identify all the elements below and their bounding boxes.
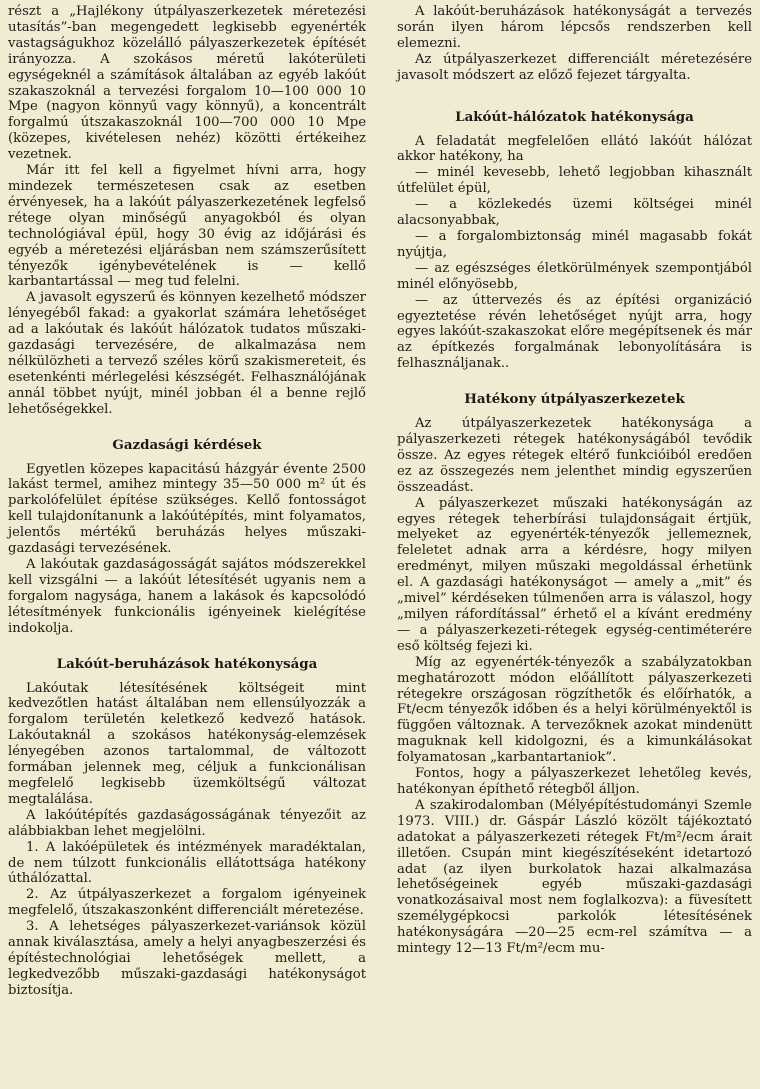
paragraph: Lakóutak létesítésének költségeit mint kedvezőtlen hatást általában nem ellensúlyozzák a forgalom területén keletkező kedvező hatások. Lakóutaknál a szokásos hatékonyság-elemzések lényegében azonos tartalommal, de változott formában jelennek meg, céljuk a funkcionálisan megfelelő legkisebb üzemköltségű változat megtalálása. (8, 680, 366, 807)
paragraph: A pályaszerkezet műszaki hatékonyságán az egyes rétegek teherbírási tulajdonságait értjük, melyeket az egyenérték-tényezők jellemeznek, feleletet adnak arra a kérdésre, hogy milyen eredményt, milyen műszaki megoldással érhetünk el. A gazdasági hatékonyságot — amely a „mit” és „mivel” kérdéseken túlmenően arra is válaszol, hogy „milyen ráfordítással” érhető el a kívánt eredmény — a pályaszerkezeti-rétegek egység-centiméterére eső költség fejezi ki. (397, 495, 752, 654)
paragraph: Míg az egyenérték-tényezők a szabályzatokban meghatározott módon előállított pályaszerkezeti rétegekre országosan rögzíthetők és előírhatók, a Ft/ecm tényezők időben és a helyi körülményektől is függően változnak. A tervezőknek azokat mindenütt maguknak kell kidolgozni, és a kimunkálásokat folyamatosan „karbantartaniok”. (397, 654, 752, 766)
paragraph: Az útpályaszerkezet differenciált méretezésére javasolt módszert az előző fejezet tárgyalta. (397, 51, 752, 83)
left-column (8, 4, 366, 999)
right-column (397, 4, 752, 957)
paragraph: Fontos, hogy a pályaszerkezet lehetőleg kevés, hatékonyan építhető rétegből álljon. (397, 766, 752, 797)
paragraph: A feladatát megfelelően ellátó lakóút hálózat akkor hatékony, ha (397, 133, 752, 165)
dash-list-item: — a forgalombiztonság minél magasabb fokát nyújtja, (397, 228, 752, 260)
paragraph: A szakirodalomban (Mélyépítéstudományi Szemle 1973. VIII.) dr. Gáspár László közölt tájékoztató adatokat a pályaszerkezeti rétegek Ft/m²/ecm árait illetően. Csupán mint kiegészítéseként idetartozó adat (az ilyen burkolatok hazai alkalmazása lehetőségeinek egyéb műszaki-gazdasági vonatkozásaival most nem foglalkozva): a füvesített személygépkocsi parkolók létesítésének hatékonyságára —20—25 ecm-rel számítva — a mintegy 12—13 Ft/m²/ecm mu- (397, 797, 752, 957)
dash-list-item: — az úttervezés és az építési organizáció egyeztetése révén lehetőséget nyújt arra, hogy egyes lakóút-szakaszokat előre megépítsenek és már az építkezés forgalmának lebonyolítására is felhasználjanak.. (397, 292, 752, 372)
section-heading: Lakóút-beruházások hatékonysága (56, 655, 318, 672)
paragraph: A lakóutak gazdaságosságát sajátos módszerekkel kell vizsgálni — a lakóút létesítését ugyanis nem a forgalom nagysága, hanem a lakások és kapcsolódó létesítmények funkcionális igényeinek kielégítése indokolja. (8, 557, 366, 636)
list-item: 3. A lehetséges pályaszerkezet-variánsok közül annak kiválasztása, amely a helyi anyagbeszerzési és építéstechnológiai lehetőségek mellett, a legkedvezőbb műszaki-gazdasági hatékonyságot biztosítja. (8, 919, 366, 998)
paragraph: Az útpályaszerkezetek hatékonysága a pályaszerkezeti rétegek hatékonyságából tevődik össze. Az egyes rétegek eltérő funkcióiból eredően ez az összegezés nem jelenthet mindig egyszerűen összeadást. (397, 416, 752, 495)
dash-list-item: — az egészséges életkörülmények szempontjából minél előnyösebb, (397, 260, 752, 292)
section-heading: Hatékony útpályaszerkezetek (464, 391, 685, 408)
paragraph: Már itt fel kell a figyelmet hívni arra, hogy mindezek természetesen csak az esetben érvényesek, ha a lakóút pályaszerkezetének legfelső rétege olyan minőségű anyagokból és olyan technológiával épül, hogy 30 évig az időjárási és egyéb a méretezési eljárásban nem számszerűsített tényezők igénybevételének is — kellő karbantartással — meg tud felelni. (8, 163, 366, 290)
section-heading: Gazdasági kérdések (112, 436, 262, 453)
paragraph: részt a „Hajlékony útpályaszerkezetek méretezési utasítás”-ban megengedett legkisebb egyenérték vastagságukhoz közelálló pályaszerkezetek építését irányozza. A szokásos méretű lakóterületi egységeknél a számítások általában az egyéb lakóút szakaszoknál a tervezési forgalom 10—100 000 10 Mpe (nagyon könnyű vagy könnyű), a koncentrált forgalmú útszakaszoknál 100—700 000 10 Mpe (közepes, kivételesen nehéz) közötti értékeihez vezetnek. (8, 4, 366, 163)
dash-list-item: — a közlekedés üzemi költségei minél alacsonyabbak, (397, 197, 752, 229)
list-item: 1. A lakóépületek és intézmények maradéktalan, de nem túlzott funkcionális ellátottsága hatékony úthálózattal. (8, 839, 366, 887)
paragraph: A lakóút-beruházások hatékonyságát a tervezés során ilyen három lépcsős rendszerben kell elemezni. (397, 4, 752, 51)
paragraph: A lakóútépítés gazdaságosságának tényezőit az alábbiakban lehet megjelölni. (8, 807, 366, 839)
section-heading: Lakóút-hálózatok hatékonysága (455, 108, 694, 125)
paragraph: A javasolt egyszerű és könnyen kezelhető módszer lényegéből fakad: a gyakorlat számára lehetőséget ad a lakóutak és lakóút hálózatok tudatos műszaki-gazdasági tervezésére, de alkalmazása nem nélkülözheti a tervező széles körű szakismereteit, és esetenkénti mérlegelési készségét. Felhasználójának annál többet nyújt, minél jobban él a benne rejlő lehetőségekkel. (8, 290, 366, 417)
dash-list-item: — minél kevesebb, lehető legjobban kihasznált útfelület épül, (397, 165, 752, 197)
list-item: 2. Az útpályaszerkezet a forgalom igényeinek megfelelő, útszakaszonként differenciált méretezése. (8, 887, 366, 919)
paragraph: Egyetlen közepes kapacitású házgyár évente 2500 lakást termel, amihez mintegy 35—50 000 m² út és parkolófelület építése szükséges. Kellő fontosságot kell tulajdonítanunk a lakóútépítés, mint folyamatos, jelentős mértékű beruházás helyes műszaki-gazdasági tervezésének. (8, 461, 366, 557)
